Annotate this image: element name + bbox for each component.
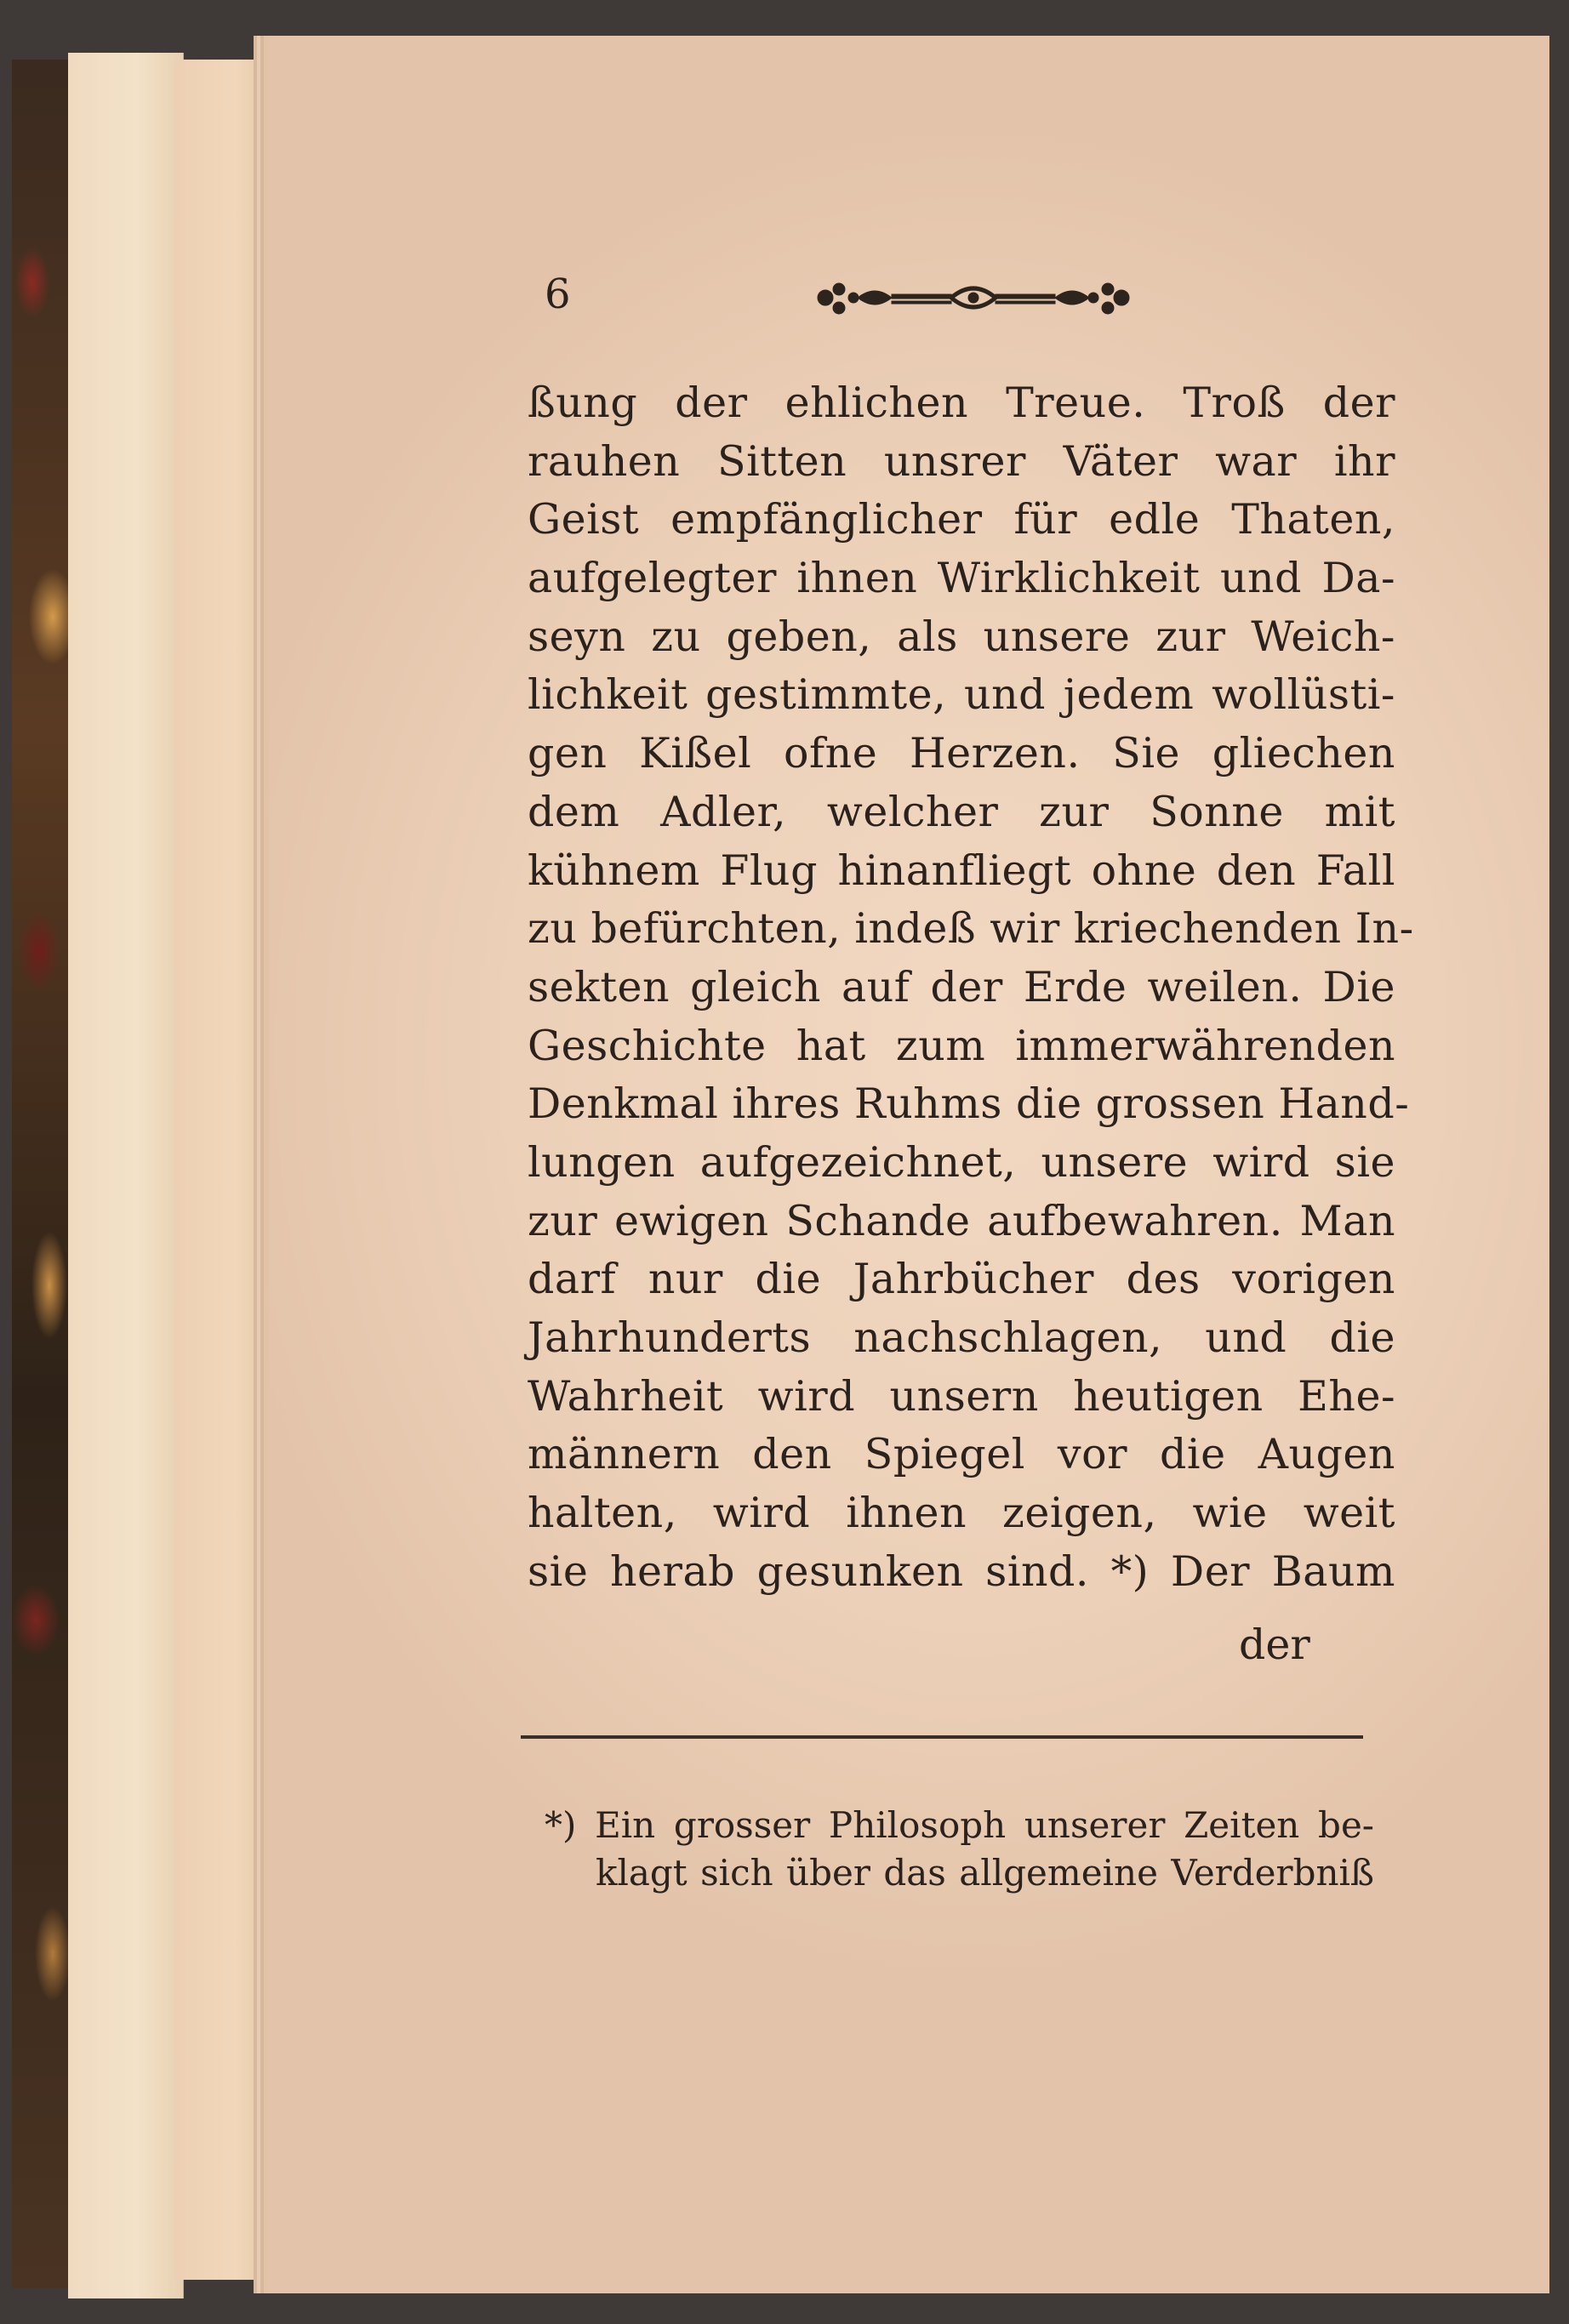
- text-line: sie herab gesunken sind. *) Der Baum: [528, 1546, 1395, 1596]
- text-line: sekten gleich auf der Erde weilen. Die: [528, 962, 1395, 1011]
- text-line: Jahrhunderts nachschlagen, und die: [528, 1313, 1395, 1362]
- text-line: darf nur die Jahrbücher des vorigen: [528, 1255, 1395, 1304]
- footnote-line: klagt sich über das allgemeine Verderbniß: [596, 1852, 1374, 1894]
- text-line: Denkmal ihres Ruhms die grossen Hand-: [528, 1079, 1410, 1129]
- footnote: [545, 1802, 1374, 1897]
- page-number: 6: [545, 271, 571, 318]
- text-line: Wahrheit wird unsern heutigen Ehe-: [528, 1371, 1395, 1421]
- text-line: männern den Spiegel vor die Augen: [528, 1430, 1395, 1479]
- text-line: seyn zu geben, als unsere zur Weich-: [528, 612, 1395, 661]
- text-line: Geist empfänglicher für edle Thaten,: [528, 495, 1395, 544]
- catchword: der: [1239, 1621, 1310, 1669]
- text-line: gen Kißel ofne Herzen. Sie gliechen: [528, 729, 1395, 778]
- text-line: zur ewigen Schande aufbewahren. Man: [528, 1196, 1395, 1245]
- endpaper: [68, 53, 184, 2298]
- text-line: zu befürchten, indeß wir kriechenden In-: [528, 904, 1414, 954]
- text-line: kühnem Flug hinanfliegt ohne den Fall: [528, 846, 1395, 895]
- footnote-line: *) Ein grosser Philosoph unserer Zeiten be-: [545, 1804, 1374, 1846]
- text-line: lungen aufgezeichnet, unsere wird sie: [528, 1137, 1395, 1187]
- text-line: dem Adler, welcher zur Sonne mit: [528, 787, 1395, 836]
- text-line: Geschichte hat zum immerwährenden: [528, 1021, 1395, 1070]
- floral-ornament-icon: [807, 272, 1140, 323]
- footnote-rule: [521, 1735, 1363, 1744]
- text-line: aufgelegter ihnen Wirklichkeit und Da-: [528, 554, 1395, 603]
- text-line: rauhen Sitten unsrer Väter war ihr: [528, 436, 1395, 486]
- text-line: halten, wird ihnen zeigen, wie weit: [528, 1489, 1395, 1538]
- text-line: lichkeit gestimmte, und jedem wollüsti-: [528, 670, 1395, 720]
- text-line: ßung der ehlichen Treue. Troß der: [528, 379, 1395, 427]
- body-text: [528, 374, 1414, 1601]
- flyleaf: [174, 60, 277, 2280]
